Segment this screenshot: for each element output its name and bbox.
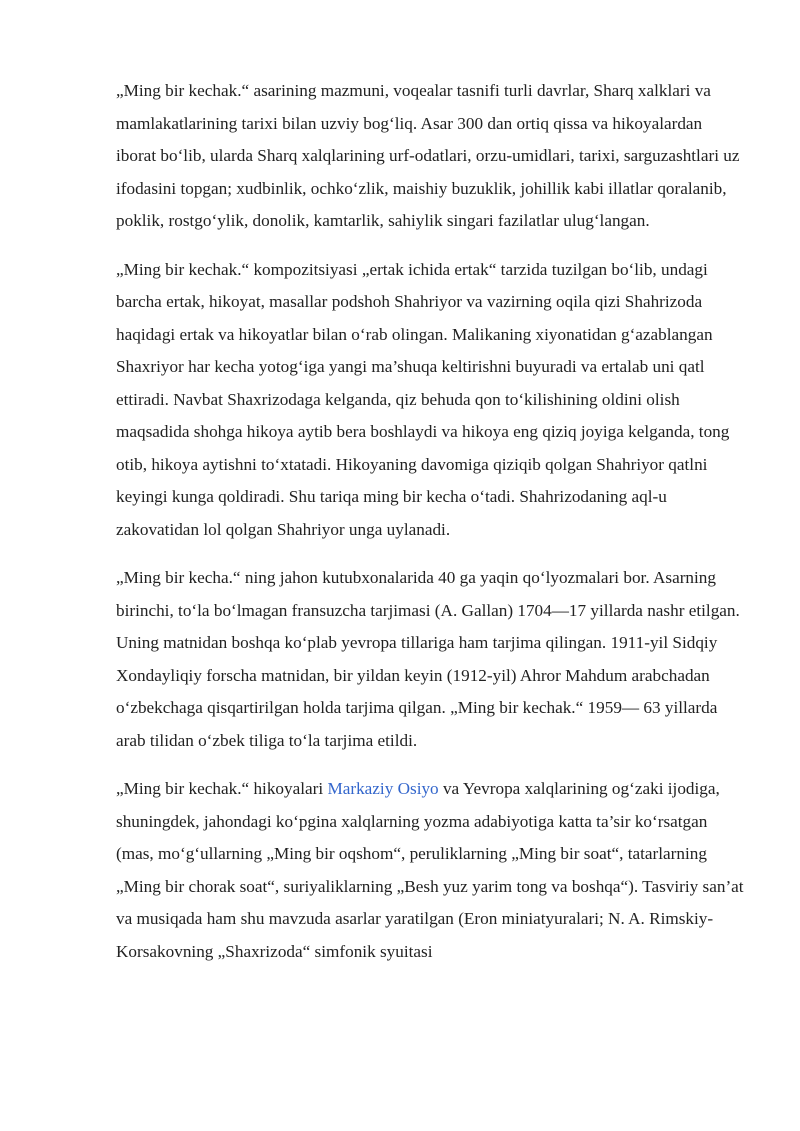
document-body — [116, 75, 746, 984]
paragraph-composition: „Ming bir kechak.“ kompozitsiyasi „ertak ichida ertak“ tarzida tuzilgan bo‘lib, undagi barcha ertak, hikoyat, masallar podshoh Shahriyor va vazirning oqila qizi Shahrizoda haqidagi ertak va hikoyatlar bilan o‘rab olingan. Malikaning xiyonatidan g‘azablangan Shaxriyor har kecha yotog‘iga yangi ma’shuqa keltirishni buyuradi va ertalab uni qatl ettiradi. Navbat Shaxrizodaga kelganda, qiz behuda qon to‘kilishining oldini olish maqsadida shohga hikoya aytib bera boshlaydi va hikoya eng qiziq joyiga kelganda, tong otib, hikoya aytishni to‘xtatadi. Hikoyaning davomiga qiziqib qolgan Shahriyor qatlni keyingi kunga qoldiradi. Shu tariqa ming bir kecha o‘tadi. Shahrizodaning aql-u zakovatidan lol qolgan Shahriyor unga uylanadi. — [116, 259, 730, 539]
paragraph-manuscripts-translations: „Ming bir kecha.“ ning jahon kutubxonalarida 40 ga yaqin qo‘lyozmalari bor. Asarning birinchi, to‘la bo‘lmagan fransuzcha tarjimasi (A. Gallan) 1704—17 yillarda nashr etilgan. Uning matnidan boshqa ko‘plab yevropa tillariga ham tarjima qilingan. 1911-yil Sidqiy Xondayliqiy forscha matnidan, bir yildan keyin (1912-yil) Ahror Mahdum arabchadan o‘zbekchaga qisqartirilgan holda tarjima qilgan. „Ming bir kechak.“ 1959— 63 yillarda arab tilidan o‘zbek tiliga to‘la tarjima etildi. — [116, 568, 740, 750]
paragraph-influence-text-start: „Ming bir kechak.“ hikoyalari — [116, 779, 328, 798]
paragraph-influence — [116, 773, 746, 968]
link-markaziy-osiyo[interactable]: Markaziy Osiyo — [327, 779, 439, 798]
paragraph-content-summary: „Ming bir kechak.“ asarining mazmuni, voqealar tasnifi turli davrlar, Sharq xalklari va mamlakatlarining tarixi bilan uzviy bog‘liq. Asar 300 dan ortiq qissa va hikoyalardan iborat bo‘lib, ularda Sharq xalqlarining urf-odatlari, orzu-umidlari, tarixi, sarguzashtlari uz ifodasini topgan; xudbinlik, ochko‘zlik, maishiy buzuklik, johillik kabi illatlar qoralanib, poklik, rostgo‘ylik, donolik, kamtarlik, sahiylik singari fazilatlar ulug‘langan. — [116, 81, 740, 230]
paragraph-influence-text-end: va Yevropa xalqlarining og‘zaki ijodiga, shuningdek, jahondagi ko‘pgina xalqlarning yozma adabiyotiga katta ta’sir ko‘rsatgan (mas, mo‘g‘ullarning „Ming bir oqshom“, peruliklarning „Ming bir soat“, tatarlarning „Ming bir chorak soat“, suriyaliklarning „Besh yuz yarim tong va boshqa“). Tasviriy san’at va musiqada ham shu mavzuda asarlar yaratilgan (Eron miniatyuralari; N. A. Rimskiy-Korsakovning „Shaxrizoda“ simfonik syuitasi — [116, 779, 744, 961]
